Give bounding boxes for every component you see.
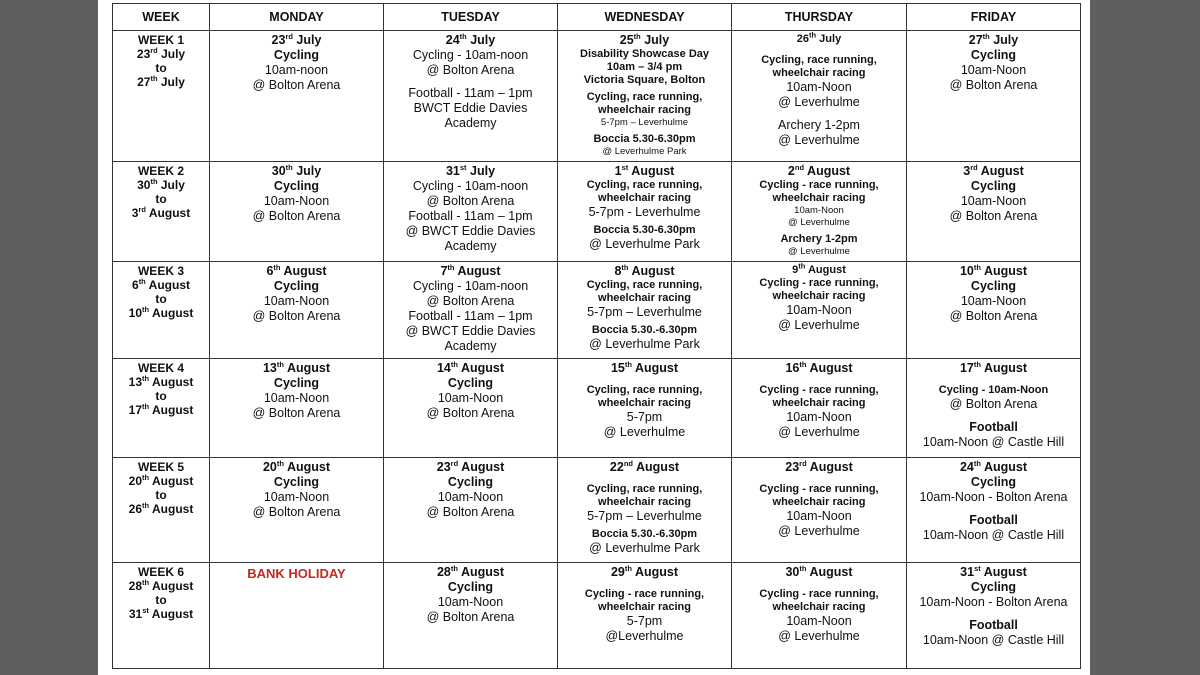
activity-line: Cycling, race running, xyxy=(761,54,877,66)
friday-cell xyxy=(907,458,1081,563)
monday-cell xyxy=(210,162,384,262)
activity-line: 31st August xyxy=(960,563,1027,579)
activity-line: 10am-Noon xyxy=(437,490,504,504)
activity-line: 30th July xyxy=(271,162,322,178)
activity-line: Cycling xyxy=(970,580,1017,594)
week-row xyxy=(113,359,1081,458)
bank-holiday-label: BANK HOLIDAY xyxy=(247,566,346,581)
spacer xyxy=(734,475,904,483)
activity-line: Cycling - race running, xyxy=(584,588,705,600)
friday-cell xyxy=(907,31,1081,162)
activity-line: @ Bolton Arena xyxy=(252,505,341,519)
activity-line: Football xyxy=(969,513,1018,527)
activity-line: @ Leverhulme xyxy=(778,524,860,538)
activity-line: 13th August xyxy=(262,359,331,375)
week-row xyxy=(113,162,1081,262)
week-label-line: 23rd July xyxy=(136,46,186,61)
activity-line: @ Bolton Arena xyxy=(252,406,341,420)
activity-line: Cycling, race running, xyxy=(586,91,703,103)
activity-line: 20th August xyxy=(262,458,331,474)
activity-line: 28th August xyxy=(436,563,505,579)
activity-line: Victoria Square, Bolton xyxy=(583,74,706,86)
activity-line: @ Bolton Arena xyxy=(252,209,341,223)
week-label-line: 28th August xyxy=(128,578,194,593)
activity-line: Football - 11am – 1pm xyxy=(408,86,533,100)
activity-line: Cycling xyxy=(447,580,494,594)
activity-line: 3rd August xyxy=(963,162,1024,178)
activity-line: 25th July xyxy=(619,31,670,47)
week-label-line: WEEK 3 xyxy=(137,264,184,278)
activity-line: Cycling xyxy=(970,48,1017,62)
activity-line: @ Bolton Arena xyxy=(426,63,515,77)
activity-line: @ Leverhulme xyxy=(778,133,860,147)
activity-line: 23rd August xyxy=(436,458,505,474)
week-label-line: 20th August xyxy=(128,473,194,488)
friday-cell xyxy=(907,359,1081,458)
week-label-line: to xyxy=(155,292,167,306)
spacer xyxy=(909,505,1078,513)
activity-line: Cycling - race running, xyxy=(759,179,879,191)
activity-line: 17th August xyxy=(959,359,1028,375)
week-label-line: 26th August xyxy=(128,501,194,516)
header-monday: MONDAY xyxy=(210,4,384,31)
activity-line: 10am-Noon xyxy=(786,614,852,628)
activity-line: Cycling, race running, xyxy=(586,384,703,396)
thursday-cell xyxy=(732,262,907,359)
week-label-cell xyxy=(113,162,210,262)
activity-line: wheelchair racing xyxy=(772,601,866,613)
activity-line: wheelchair racing xyxy=(598,292,691,304)
schedule-body xyxy=(113,31,1081,669)
week-label-line: 10th August xyxy=(128,305,194,320)
spacer xyxy=(386,78,555,86)
activity-line: @ Leverhulme Park xyxy=(589,541,700,555)
activity-line: 10am-Noon xyxy=(786,410,852,424)
activity-line: 10am-noon xyxy=(264,63,329,77)
activity-line: Cycling - 10am-noon xyxy=(412,179,529,193)
activity-line: wheelchair racing xyxy=(772,290,866,302)
week-label-line: WEEK 5 xyxy=(137,460,184,474)
activity-line: Cycling - race running, xyxy=(759,384,879,396)
activity-line: 2nd August xyxy=(787,162,851,178)
activity-line: 9th August xyxy=(792,261,846,276)
header-wednesday: WEDNESDAY xyxy=(558,4,732,31)
activity-line: @ Bolton Arena xyxy=(949,78,1038,92)
activity-line: @ Bolton Arena xyxy=(426,406,515,420)
activity-line: 6th August xyxy=(266,262,327,278)
week-label-line: WEEK 4 xyxy=(137,361,184,375)
activity-line: 15th August xyxy=(610,359,679,375)
activity-line: wheelchair racing xyxy=(598,192,691,204)
thursday-cell xyxy=(732,563,907,669)
activity-line: Cycling, race running, xyxy=(586,279,703,291)
activity-line: @ Leverhulme xyxy=(788,246,850,257)
week-label-line: to xyxy=(155,488,167,502)
activity-line: 16th August xyxy=(785,359,853,375)
week-label-cell xyxy=(113,262,210,359)
activity-line: 27th July xyxy=(968,31,1019,47)
spacer xyxy=(560,376,729,384)
activity-line: wheelchair racing xyxy=(772,496,866,508)
spacer xyxy=(909,412,1078,420)
week-label-line: WEEK 1 xyxy=(137,33,184,47)
week-label-line: 31st August xyxy=(128,606,194,621)
activity-line: Cycling xyxy=(447,376,494,390)
activity-line: 10am-Noon @ Castle Hill xyxy=(922,435,1065,449)
week-label-line: WEEK 6 xyxy=(137,565,184,579)
activity-line: Boccia 5.30.-6.30pm xyxy=(591,528,698,540)
activity-line: Archery 1-2pm xyxy=(778,118,860,132)
activity-line: wheelchair racing xyxy=(772,397,866,409)
header-thursday: THURSDAY xyxy=(732,4,907,31)
week-label-line: 17th August xyxy=(128,402,194,417)
activity-line: Cycling xyxy=(970,279,1017,293)
activity-line: 10am-Noon xyxy=(263,294,330,308)
monday-cell xyxy=(210,359,384,458)
activity-line: Archery 1-2pm xyxy=(780,233,858,245)
friday-cell xyxy=(907,162,1081,262)
activity-line: @ Bolton Arena xyxy=(252,78,341,92)
activity-line: Cycling xyxy=(273,179,320,193)
activity-line: 10th August xyxy=(959,262,1028,278)
activity-line: 5-7pm xyxy=(626,614,663,628)
week-label-line: to xyxy=(155,61,167,75)
friday-cell xyxy=(907,563,1081,669)
week-label-cell xyxy=(113,458,210,563)
week-label-line: 30th July xyxy=(137,177,185,192)
activity-line: Cycling - race running, xyxy=(759,483,879,495)
activity-line: 22nd August xyxy=(609,458,680,474)
week-label-line: to xyxy=(155,389,167,403)
tuesday-cell xyxy=(384,31,558,162)
activity-line: @ Bolton Arena xyxy=(426,610,515,624)
activity-line: 26th July xyxy=(796,30,842,45)
monday-cell xyxy=(210,262,384,359)
activity-line: Cycling - 10am-noon xyxy=(412,279,529,293)
spacer xyxy=(734,110,904,118)
activity-line: wheelchair racing xyxy=(772,192,866,204)
activity-line: 30th August xyxy=(785,563,853,579)
activity-line: Cycling xyxy=(273,475,320,489)
activity-line: 10am-Noon xyxy=(960,63,1027,77)
wednesday-cell xyxy=(558,162,732,262)
header-tuesday: TUESDAY xyxy=(384,4,558,31)
activity-line: Academy xyxy=(444,116,497,130)
activity-line: Cycling xyxy=(970,179,1017,193)
spacer xyxy=(560,580,729,588)
activity-line: wheelchair racing xyxy=(598,397,691,409)
activity-line: 10am-Noon xyxy=(960,294,1027,308)
activity-line: @ BWCT Eddie Davies xyxy=(405,224,536,238)
activity-line: @ Leverhulme Park xyxy=(589,237,700,251)
activity-line: 5-7pm xyxy=(626,410,663,424)
wednesday-cell xyxy=(558,359,732,458)
thursday-cell xyxy=(732,31,907,162)
week-label-line: 13th August xyxy=(128,374,194,389)
activity-line: 10am-Noon xyxy=(263,391,330,405)
activity-line: @ Leverhulme xyxy=(603,425,686,439)
activity-line: @ Leverhulme xyxy=(778,318,860,332)
activity-line: Boccia 5.30-6.30pm xyxy=(593,133,696,145)
activity-line: @Leverhulme xyxy=(605,629,684,643)
activity-line: 5-7pm - Leverhulme xyxy=(588,205,701,219)
activity-line: wheelchair racing xyxy=(598,496,691,508)
activity-line: Cycling xyxy=(273,48,320,62)
document-page xyxy=(98,0,1090,675)
activity-line: 10am-Noon xyxy=(786,80,852,94)
activity-line: Cycling - race running, xyxy=(759,277,879,289)
activity-line: Cycling, race running, xyxy=(586,179,703,191)
activity-line: 10am-Noon @ Castle Hill xyxy=(922,528,1065,542)
activity-line: 23rd August xyxy=(785,458,853,474)
monday-cell xyxy=(210,31,384,162)
activity-line: Football - 11am – 1pm xyxy=(408,209,533,223)
activity-line: @ Leverhulme xyxy=(778,425,860,439)
activity-line: @ Bolton Arena xyxy=(949,397,1038,411)
activity-line: 10am-Noon xyxy=(786,509,852,523)
thursday-cell xyxy=(732,359,907,458)
activity-line: 10am – 3/4 pm xyxy=(606,61,683,73)
spacer xyxy=(734,376,904,384)
tuesday-cell xyxy=(384,563,558,669)
tuesday-cell xyxy=(384,458,558,563)
monday-cell xyxy=(210,563,384,669)
activity-line: wheelchair racing xyxy=(772,67,866,79)
activity-line: Football - 11am – 1pm xyxy=(408,309,533,323)
activity-line: 10am-Noon xyxy=(263,194,330,208)
activity-line: 5-7pm – Leverhulme xyxy=(587,509,702,523)
activity-line: Boccia 5.30-6.30pm xyxy=(593,224,696,236)
activity-line: 10am-Noon xyxy=(437,595,504,609)
schedule-table xyxy=(112,3,1081,669)
wednesday-cell xyxy=(558,262,732,359)
thursday-cell xyxy=(732,458,907,563)
activity-line: 7th August xyxy=(440,262,501,278)
activity-line: 24th August xyxy=(959,458,1028,474)
activity-line: 10am-Noon xyxy=(263,490,330,504)
tuesday-cell xyxy=(384,262,558,359)
week-label-line: WEEK 2 xyxy=(137,164,184,178)
activity-line: Academy xyxy=(444,239,497,253)
activity-line: Cycling xyxy=(447,475,494,489)
activity-line: 10am-Noon xyxy=(437,391,504,405)
activity-line: 29th August xyxy=(610,563,679,579)
monday-cell xyxy=(210,458,384,563)
activity-line: Disability Showcase Day xyxy=(580,48,709,60)
week-label-line: to xyxy=(155,192,167,206)
activity-line: wheelchair racing xyxy=(598,601,691,613)
header-week: WEEK xyxy=(113,4,210,31)
activity-line: Cycling xyxy=(970,475,1017,489)
header-row xyxy=(113,4,1081,31)
activity-line: 8th August xyxy=(614,262,675,278)
activity-line: @ Bolton Arena xyxy=(426,505,515,519)
week-label-line: 27th July xyxy=(137,74,185,89)
activity-line: Cycling, race running, xyxy=(586,483,703,495)
header-friday: FRIDAY xyxy=(907,4,1081,31)
activity-line: @ BWCT Eddie Davies xyxy=(405,324,536,338)
thursday-cell xyxy=(732,162,907,262)
activity-line: Football xyxy=(969,618,1018,632)
activity-line: @ Leverhulme Park xyxy=(602,146,687,157)
activity-line: 10am-Noon - Bolton Arena xyxy=(919,490,1068,504)
activity-line: @ Leverhulme xyxy=(778,95,860,109)
activity-line: Boccia 5.30.-6.30pm xyxy=(591,324,698,336)
activity-line: @ Bolton Arena xyxy=(252,309,341,323)
spacer xyxy=(734,46,904,54)
activity-line: 10am-Noon @ Castle Hill xyxy=(922,633,1065,647)
activity-line: 23rd July xyxy=(271,31,322,47)
activity-line: 14th August xyxy=(436,359,505,375)
activity-line: @ Leverhulme xyxy=(788,217,850,228)
week-label-line: 3rd August xyxy=(131,205,191,220)
activity-line: BWCT Eddie Davies xyxy=(413,101,528,115)
activity-line: 31st July xyxy=(445,162,496,178)
week-row xyxy=(113,262,1081,359)
week-label-line: 6th August xyxy=(132,277,190,292)
friday-cell xyxy=(907,262,1081,359)
activity-line: Cycling xyxy=(273,376,320,390)
wednesday-cell xyxy=(558,458,732,563)
week-label-cell xyxy=(113,359,210,458)
activity-line: Cycling - race running, xyxy=(759,588,879,600)
activity-line: @ Leverhulme Park xyxy=(589,337,700,351)
wednesday-cell xyxy=(558,563,732,669)
wednesday-cell xyxy=(558,31,732,162)
activity-line: 5-7pm – Leverhulme xyxy=(600,117,689,128)
tuesday-cell xyxy=(384,162,558,262)
activity-line: Cycling - 10am-Noon xyxy=(938,384,1049,396)
activity-line: 10am-Noon xyxy=(786,303,852,317)
week-row xyxy=(113,458,1081,563)
activity-line: wheelchair racing xyxy=(598,104,691,116)
week-row xyxy=(113,563,1081,669)
spacer xyxy=(909,610,1078,618)
week-label-line: to xyxy=(155,593,167,607)
activity-line: 10am-Noon xyxy=(794,205,844,216)
week-row xyxy=(113,31,1081,162)
activity-line: 5-7pm – Leverhulme xyxy=(587,305,702,319)
activity-line: 1st August xyxy=(614,162,675,178)
activity-line: @ Bolton Arena xyxy=(426,294,515,308)
spacer xyxy=(909,376,1078,384)
activity-line: Cycling xyxy=(273,279,320,293)
activity-line: 10am-Noon - Bolton Arena xyxy=(919,595,1068,609)
activity-line: @ Leverhulme xyxy=(778,629,860,643)
tuesday-cell xyxy=(384,359,558,458)
activity-line: @ Bolton Arena xyxy=(426,194,515,208)
activity-line: @ Bolton Arena xyxy=(949,209,1038,223)
activity-line: Academy xyxy=(444,339,497,353)
spacer xyxy=(734,580,904,588)
activity-line: Football xyxy=(969,420,1018,434)
activity-line: @ Bolton Arena xyxy=(949,309,1038,323)
activity-line: 24th July xyxy=(445,31,496,47)
week-label-cell xyxy=(113,31,210,162)
activity-line: Cycling - 10am-noon xyxy=(412,48,529,62)
activity-line: 10am-Noon xyxy=(960,194,1027,208)
spacer xyxy=(560,475,729,483)
week-label-cell xyxy=(113,563,210,669)
